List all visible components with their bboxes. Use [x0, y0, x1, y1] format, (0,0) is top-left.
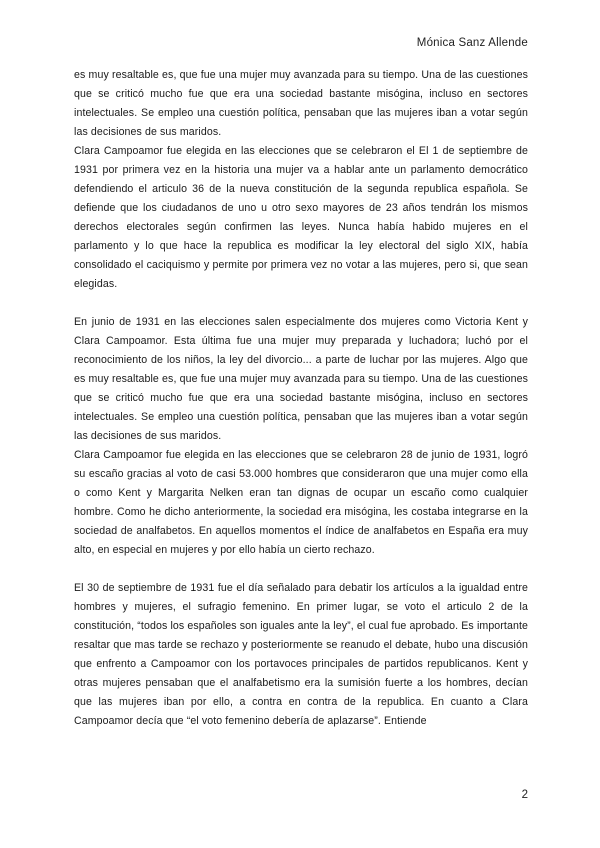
page-number: 2 [521, 789, 528, 801]
page-header-author: Mónica Sanz Allende [416, 37, 528, 49]
paragraph-3: En junio de 1931 en las elecciones salen especialmente dos mujeres como Victoria Kent y Clara Campoamor. Esta última fue una mujer muy preparada y luchadora; luchó por el reconocimiento de los niños, la ley del divorcio... a parte de luchar por las mujeres. Algo que es muy resaltable es, que fue una mujer muy avanzada para su tiempo. Una de las cuestiones que se criticó mucho fue que era una sociedad bastante misógina, incluso en sectores intelectuales. Se empleo una cuestión política, pensaban que las mujeres iban a votar según las decisiones de sus maridos. [74, 316, 528, 442]
document-body [74, 66, 528, 731]
paragraph-2: Clara Campoamor fue elegida en las elecciones que se celebraron el El 1 de septiembre de 1931 por primera vez en la historia una mujer va a hablar ante un parlamento democrático defendiendo el articulo 36 de la nueva constitución de la segunda republica española. Se defiende que los ciudadanos de uno u otro sexo mayores de 23 años tendrán los mismos derechos electorales según confirmen las leyes. Nunca había habido mujeres en el parlamento y lo que hace la republica es modificar la ley electoral del siglo XIX, había consolidado el caciquismo y permite por primera vez no votar a las mujeres, pero si, que sean elegidas. [74, 145, 528, 290]
paragraph-spacer [74, 294, 528, 313]
paragraph-4: Clara Campoamor fue elegida en las elecciones que se celebraron 28 de junio de 1931, logró su escaño gracias al voto de casi 53.000 hombres que consideraron que una mujer como ella o como Kent y Margarita Nelken eran tan dignas de ocupar un escaño como cualquier hombre. Como he dicho anteriormente, la sociedad era misógina, les costaba integrarse en la sociedad de analfabetos. En aquellos momentos el índice de analfabetos en España era muy alto, en especial en mujeres y por ello había un cierto rechazo. [74, 449, 528, 556]
paragraph-spacer [74, 560, 528, 579]
paragraph-5: El 30 de septiembre de 1931 fue el día señalado para debatir los artículos a la igualdad entre hombres y mujeres, el sufragio femenino. En primer lugar, se voto el articulo 2 de la constitución, “todos los españoles son iguales ante la ley”, el cual fue aprobado. Es importante resaltar que mas tarde se rechazo y posteriormente se reanudo el debate, hubo una discusión que enfrento a Campoamor con los portavoces principales de partidos republicanos. Kent y otras mujeres pensaban que el analfabetismo era la sumisión fuerte a los hombres, decían que las mujeres iban por ello, a contra en contra de la republica. En cuanto a Clara Campoamor decía que “el voto femenino debería de aplazarse”. Entiende [74, 582, 528, 727]
paragraph-1: es muy resaltable es, que fue una mujer muy avanzada para su tiempo. Una de las cuestiones que se criticó mucho fue que era una sociedad bastante misógina, incluso en sectores intelectuales. Se empleo una cuestión política, pensaban que las mujeres iban a votar según las decisiones de sus maridos. [74, 69, 528, 138]
